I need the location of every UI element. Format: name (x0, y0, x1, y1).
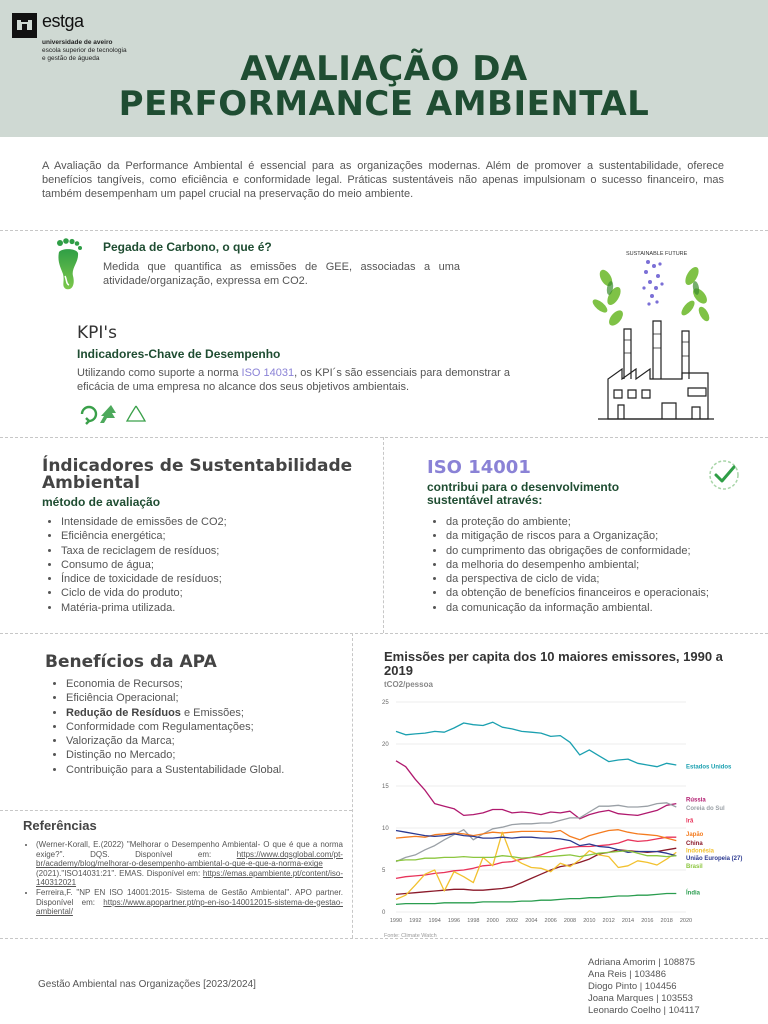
list-item: • da melhoria do desempenho ambiental; (446, 558, 766, 572)
series-label: Coreia do Sul (686, 805, 725, 812)
indicators-title: Índicadores de Sustentabilidade Ambiental (42, 456, 353, 493)
x-tick-label: 2010 (583, 918, 596, 924)
carbon-text: Medida que quantifica as emissões de GEE, associadas a uma atividade/organização, expressa em CO2. (103, 261, 460, 287)
kpi-title: KPI's (77, 323, 117, 343)
series-label: Índia (686, 890, 701, 897)
series-label: China (686, 841, 703, 848)
logo-name: estga (42, 11, 84, 31)
series-label: Indonésia (686, 848, 715, 855)
intro-paragraph: A Avaliação da Performance Ambiental é essencial para as organizações modernas. Além de promover a sustentabilidade, oferece benefícios tangíveis, como eficiência e conformidade legal. Práticas sustentáveis não apenas impulsionam o sucesso financeiro, mas também desempenham um papel crucial na preservação do meio ambiente. (42, 160, 724, 200)
chart-title: Emissões per capita dos 10 maiores emissores, 1990 a 2019 (384, 649, 723, 678)
x-tick-label: 1996 (447, 918, 461, 924)
divider (0, 437, 768, 438)
benefits-list (48, 677, 288, 777)
list-item: • da obtenção de benefícios financeiros e operacionais; (446, 586, 766, 600)
benefits-title: Benefícios da APA (45, 652, 217, 672)
series-label: Irã (686, 818, 694, 825)
illustration-caption: SUSTAINABLE FUTURE (626, 251, 688, 257)
check-badge-icon (707, 458, 741, 492)
list-item: • Distinção no Mercado; (66, 748, 288, 762)
logo-location: e gestão de águeda (42, 55, 100, 62)
divider (0, 938, 768, 939)
list-item: • Conformidade com Regulamentações; (66, 720, 288, 734)
footprint-icon (54, 238, 84, 290)
references-list (23, 840, 343, 917)
author: Adriana Amorim | 108875 (588, 957, 696, 968)
reference-text: (2021)."ISO14031:21". EMAS. Disponível em: (36, 868, 201, 878)
y-tick-label: 15 (382, 784, 389, 790)
chart-ylabel: tCO2/pessoa (384, 680, 433, 689)
list-item: • da proteção do ambiente; (446, 515, 766, 529)
reference-item (36, 840, 343, 869)
kpi-text (77, 366, 510, 394)
x-tick-label: 2012 (602, 918, 615, 924)
y-tick-label: 10 (382, 826, 389, 832)
x-tick-label: 2016 (641, 918, 654, 924)
iso-14031-ref: ISO 14031 (241, 367, 295, 379)
series-line (396, 894, 676, 905)
series-line (396, 722, 676, 767)
list-item: • da perspectiva de ciclo de vida; (446, 572, 766, 586)
y-tick-label: 20 (382, 742, 389, 748)
chart-source: Fonte: Climate Watch (384, 933, 437, 939)
reference-item (36, 888, 343, 917)
x-tick-label: 1998 (467, 918, 480, 924)
page-title-line1: AVALIAÇÃO DA (240, 49, 528, 89)
series-line (396, 830, 676, 841)
y-tick-label: 5 (382, 868, 386, 874)
list-item: • Taxa de reciclagem de resíduos; (61, 544, 381, 558)
reference-link[interactable]: https://www.dqsglobal.com/pt-br/academy/blog/melhorar-o-desempenho-ambiental-o-que-e-que-a-norma-exige (36, 849, 343, 869)
iso-subtitle: contribui para o desenvolvimento sustentável através: (427, 480, 620, 507)
reference-link[interactable]: https://www.apopartner.pt/np-en-iso-140012015-sistema-de-gestao-ambiental/ (36, 897, 343, 917)
series-label: União Europeia (27) (686, 856, 743, 863)
page-title-line2: PERFORMANCE AMBIENTAL (118, 84, 650, 124)
divider (352, 633, 353, 938)
reference-item (36, 869, 343, 888)
y-tick-label: 25 (382, 700, 389, 706)
logo-university: universidade de aveiro (42, 39, 113, 46)
series-line (396, 832, 676, 899)
y-tick-label: 0 (382, 910, 386, 916)
list-item: • Matéria-prima utilizada. (61, 601, 381, 615)
sustainable-future-illustration (588, 248, 720, 423)
indicators-subtitle: método de avaliação (42, 495, 161, 509)
series-label: Rússia (686, 797, 706, 804)
x-tick-label: 1994 (428, 918, 441, 924)
reference-text: Ferreira,F. "NP EN ISO 14001:2015- Sistema de Gestão Ambiental". APO partner. Disponível em: (36, 887, 343, 907)
list-item: • Valorização da Marca; (66, 734, 288, 748)
list-item: • Ciclo de vida do produto; (61, 586, 381, 600)
list-item: • do cumprimento das obrigações de conformidade; (446, 544, 766, 558)
x-tick-label: 2002 (505, 918, 519, 924)
list-item-text: e Emissões; (180, 706, 244, 719)
iso-list (428, 515, 766, 615)
logo-school: escola superior de tecnologia (42, 47, 127, 54)
author: Joana Marques | 103553 (588, 993, 693, 1004)
list-item: • Consumo de água; (61, 558, 381, 572)
x-tick-label: 1992 (409, 918, 422, 924)
author: Leonardo Coelho | 104117 (588, 1005, 700, 1016)
x-tick-label: 2020 (679, 918, 693, 924)
divider (0, 230, 768, 231)
kpi-subtitle: Indicadores-Chave de Desempenho (77, 347, 281, 361)
references-title: Referências (23, 818, 97, 833)
list-item: • Contribuição para a Sustentabilidade Global. (66, 763, 288, 777)
series-label: Estados Unidos (686, 764, 732, 771)
list-item (66, 706, 288, 720)
list-item: • Intensidade de emissões de CO2; (61, 515, 381, 529)
bold-text: Redução de Resíduos (66, 706, 181, 719)
list-item: • da comunicação da informação ambiental. (446, 601, 766, 615)
course-label: Gestão Ambiental nas Organizações [2023/2024] (38, 979, 256, 990)
carbon-title: Pegada de Carbono, o que é? (103, 240, 272, 254)
list-item: • da mitigação de riscos para a Organização; (446, 529, 766, 543)
logo-icon (12, 13, 37, 38)
x-tick-label: 2018 (660, 918, 673, 924)
reference-link[interactable]: https://emas.apambiente.pt/content/iso-140312021 (36, 868, 343, 888)
series-label: Japão (686, 831, 704, 838)
series-line (396, 848, 676, 894)
recycle-icons (78, 403, 148, 425)
x-tick-label: 2014 (621, 918, 635, 924)
list-item: • Eficiência energética; (61, 529, 381, 543)
x-tick-label: 2006 (544, 918, 557, 924)
x-tick-label: 2008 (563, 918, 577, 924)
kpi-text-end: , os KPI´s são essenciais para demonstrar a eficácia de uma empresa no alcance dos seus objetivos ambientais. (77, 367, 511, 393)
reference-text: (Werner-Korall, E.(2022) "Melhorar o Desempenho Ambiental- O que é que a norma exige?". DQS. Disponível em: (36, 840, 343, 859)
x-tick-label: 1990 (389, 918, 403, 924)
x-tick-label: 2000 (486, 918, 499, 924)
divider (383, 437, 384, 633)
list-item: • Economia de Recursos; (66, 677, 288, 691)
emissions-line-chart (356, 692, 756, 942)
divider (0, 810, 352, 811)
kpi-text-start: Utilizando como suporte a norma (77, 367, 239, 379)
iso-title: ISO 14001 (427, 457, 531, 478)
series-label: Brasil (686, 863, 703, 870)
series-line (396, 761, 676, 819)
author: Ana Reis | 103486 (588, 969, 666, 980)
authors-list (588, 957, 700, 1017)
divider (0, 633, 768, 634)
indicators-list (43, 515, 381, 615)
author: Diogo Pinto | 104456 (588, 981, 677, 992)
x-tick-label: 2004 (525, 918, 538, 924)
list-item: • Eficiência Operacional; (66, 691, 288, 705)
list-item: • Índice de toxicidade de resíduos; (61, 572, 381, 586)
